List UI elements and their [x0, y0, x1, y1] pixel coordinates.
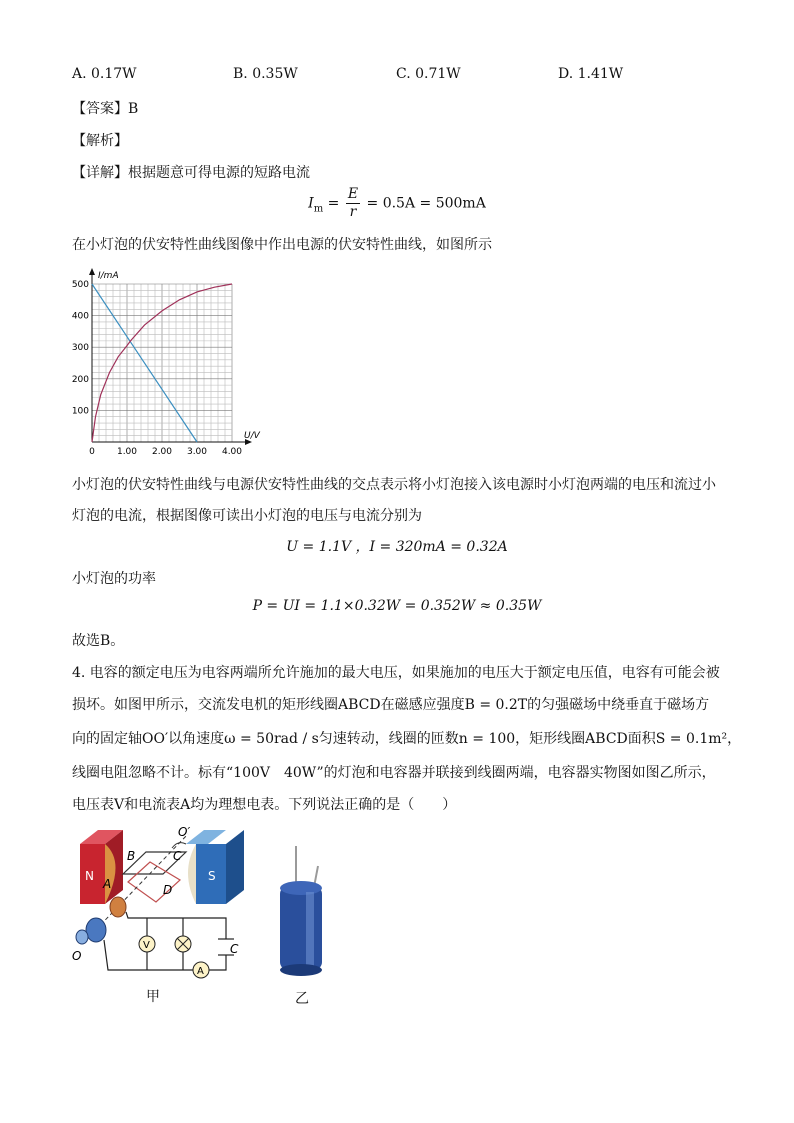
- option-b: B. 0.35W: [233, 66, 298, 82]
- equation-u-i: U = 1.1V ，I = 320mA = 0.32A: [286, 539, 508, 555]
- analysis-label: 【解析】: [72, 133, 128, 149]
- x-axis-label: U/V: [244, 431, 260, 441]
- svg-text:V: V: [143, 940, 150, 951]
- chart-ticks: [72, 280, 242, 457]
- eq1-lhs: I: [308, 195, 314, 212]
- figure-yi-capacitor: [268, 842, 338, 982]
- detail-text: 【详解】根据题意可得电源的短路电流: [72, 165, 310, 181]
- caption-jia: 甲: [146, 989, 160, 1005]
- svg-text:A: A: [197, 966, 204, 977]
- voltmeter-v: [139, 936, 155, 952]
- graph-intro-text: 在小灯泡的伏安特性曲线图像中作出电源的伏安特性曲线，如图所示: [72, 237, 492, 253]
- label-capacitor: C: [230, 942, 239, 956]
- label-s: S: [208, 869, 216, 883]
- iu-characteristic-chart: [70, 262, 270, 462]
- y-tick-label: 300: [71, 343, 89, 354]
- answer-label: 【答案】B: [72, 101, 139, 117]
- eq1-rhs: = 0.5A = 500mA: [366, 195, 486, 212]
- y-tick-label: 400: [71, 311, 89, 322]
- eq1-denominator: r: [349, 204, 357, 220]
- circuit: [104, 912, 234, 970]
- label-b: B: [127, 849, 136, 863]
- power-text: 小灯泡的功率: [72, 571, 156, 587]
- eq1-numerator: E: [347, 186, 359, 202]
- q4-line-1: 4. 电容的额定电压为电容两端所允许施加的最大电压，如果施加的电压大于额定电压值，电容有可能会被: [72, 665, 720, 681]
- option-c: C. 0.71W: [396, 66, 461, 82]
- x-tick-label: 4.00: [221, 447, 243, 457]
- chart-grid: [92, 284, 232, 442]
- equation-short-circuit: $I_m$ = $\frac{E}{r}$ = 0.5A = 500mA: [308, 186, 486, 220]
- magnet-s: [186, 830, 244, 904]
- y-tick-label: 500: [71, 280, 89, 290]
- option-a: A. 0.17W: [72, 66, 137, 82]
- label-n: N: [85, 869, 94, 883]
- y-axis-label: I/mA: [98, 271, 119, 281]
- eq1-fraction: [346, 186, 360, 221]
- magnet-n: [80, 830, 123, 904]
- x-tick-label: 1.00: [116, 447, 138, 457]
- y-axis-arrow: [89, 268, 95, 275]
- figure-jia-generator: [68, 822, 258, 1007]
- label-d: D: [163, 883, 173, 897]
- source-iu-line: [92, 284, 197, 442]
- x-tick-label: 0: [89, 447, 95, 457]
- y-tick-label: 100: [71, 406, 89, 417]
- option-d: D. 1.41W: [558, 66, 624, 82]
- paragraph-intersection-1: 小灯泡的伏安特性曲线与电源伏安特性曲线的交点表示将小灯泡接入该电源时小灯泡两端的电压和流过小: [72, 477, 716, 493]
- q4-line-5: 电压表V和电流表A均为理想电表。下列说法正确的是（ ）: [72, 797, 457, 813]
- label-c: C: [173, 849, 182, 863]
- caption-yi: 乙: [295, 991, 309, 1007]
- q4-line-4: 线圈电阻忽略不计。标有“100V 40W”的灯泡和电容器并联接到线圈两端，电容器实物图如图乙所示，: [72, 765, 716, 781]
- label-o-prime: O′: [178, 825, 191, 839]
- eq1-lhs-sub: m: [313, 203, 324, 215]
- slip-rings: [76, 897, 126, 944]
- label-o: O: [72, 949, 82, 963]
- chart-axes: [89, 268, 261, 445]
- x-tick-label: 2.00: [151, 447, 173, 457]
- paragraph-intersection-2: 灯泡的电流，根据图像可读出小灯泡的电压与电流分别为: [72, 508, 422, 524]
- choose-text: 故选B。: [72, 633, 125, 649]
- y-tick-label: 200: [71, 374, 89, 385]
- equation-power: P = UI = 1.1×0.32W = 0.352W ≈ 0.35W: [252, 598, 542, 614]
- x-tick-label: 3.00: [186, 447, 208, 457]
- q4-line-2: 损坏。如图甲所示，交流发电机的矩形线圈ABCD在磁感应强度B = 0.2T的匀强磁场中绕垂直于磁场方: [72, 697, 710, 713]
- ammeter-a: [193, 962, 209, 978]
- label-a: A: [103, 877, 112, 891]
- capacitor-body: [280, 881, 322, 976]
- lamp-icon: [175, 936, 191, 952]
- q4-line-3: 向的固定轴OO′以角速度ω = 50rad / s匀速转动，线圈的匝数n = 100，矩形线圈ABCD面积S = 0.1m²，: [72, 731, 742, 747]
